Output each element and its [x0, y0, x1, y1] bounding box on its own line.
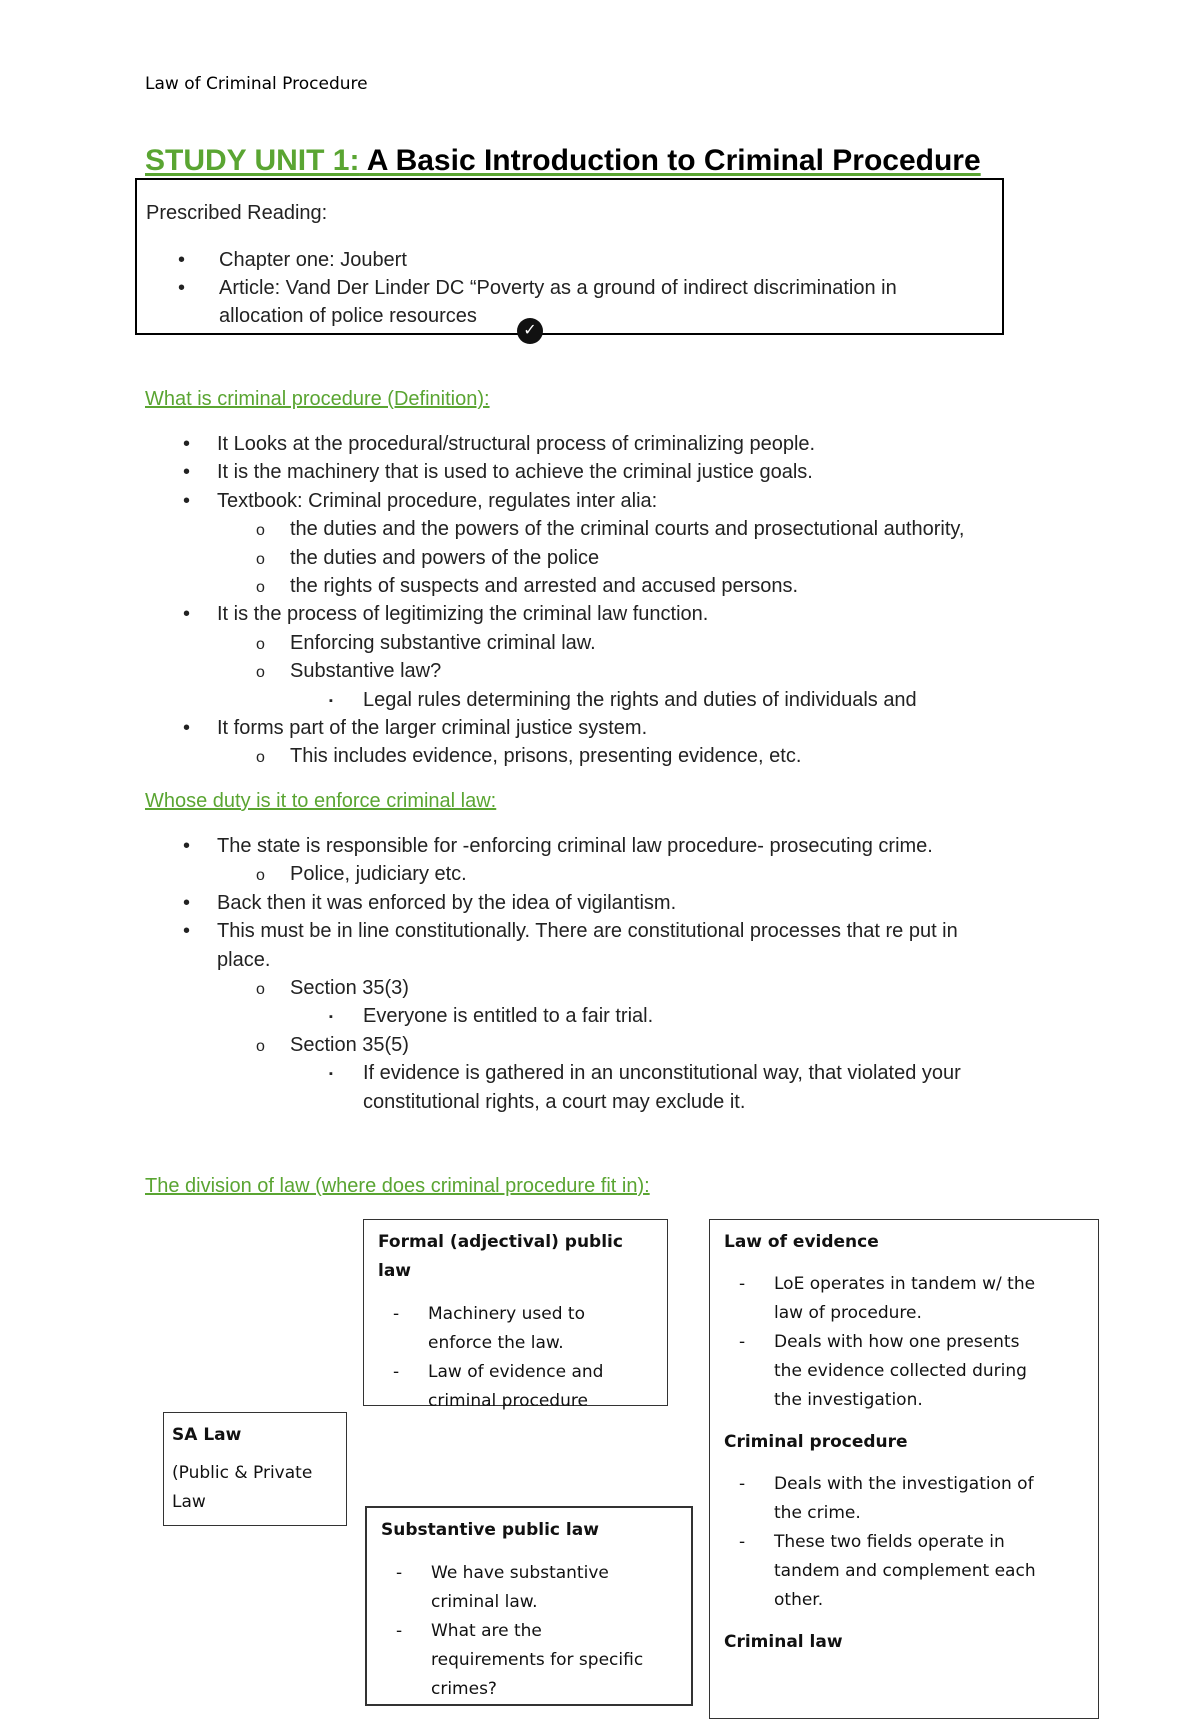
- list-item: - Deals with the investigation of: [739, 1474, 1034, 1494]
- bullet-icon: •: [183, 461, 191, 484]
- list-item: enforce the law.: [428, 1333, 564, 1353]
- list-item: Legal rules determining the rights and duties of individuals and: [363, 688, 917, 711]
- study-unit-label: STUDY UNIT 1:: [145, 144, 360, 177]
- sa-law-line: Law: [172, 1492, 206, 1512]
- square-bullet-icon: ▪: [329, 694, 333, 707]
- list-item: Textbook: Criminal procedure, regulates inter alia:: [217, 489, 658, 512]
- list-item: place.: [217, 948, 271, 971]
- square-bullet-icon: ▪: [329, 1068, 333, 1081]
- list-item: the investigation.: [774, 1390, 923, 1410]
- list-item: - Deals with how one presents: [739, 1332, 1020, 1352]
- circle-bullet-icon: o: [256, 579, 265, 596]
- list-item: - We have substantive: [396, 1563, 609, 1583]
- check-icon: ✓: [517, 318, 543, 344]
- criminal-law-title: Criminal law: [724, 1632, 843, 1652]
- list-item: If evidence is gathered in an unconstitutional way, that violated your: [363, 1062, 961, 1085]
- section-heading-division: The division of law (where does criminal procedure fit in):: [145, 1175, 650, 1197]
- list-item: This must be in line constitutionally. There are constitutional processes that re put in: [217, 920, 958, 943]
- page-title: [145, 144, 981, 178]
- bullet-icon: •: [178, 249, 186, 271]
- list-item: Section 35(3): [290, 977, 409, 999]
- list-item: other.: [774, 1590, 824, 1610]
- list-item: It is the process of legitimizing the criminal law function.: [217, 603, 709, 626]
- list-item: - Law of evidence and: [393, 1362, 604, 1382]
- criminal-procedure-title: Criminal procedure: [724, 1432, 908, 1452]
- list-item: Everyone is entitled to a fair trial.: [363, 1005, 654, 1028]
- reading-item: Chapter one: Joubert: [219, 249, 407, 271]
- circle-bullet-icon: o: [256, 981, 265, 998]
- list-item: It is the machinery that is used to achieve the criminal justice goals.: [217, 461, 813, 484]
- list-item: Back then it was enforced by the idea of vigilantism.: [217, 891, 677, 914]
- section-heading-definition: What is criminal procedure (Definition):: [145, 388, 490, 410]
- bullet-icon: •: [183, 835, 191, 857]
- list-item: It forms part of the larger criminal justice system.: [217, 717, 648, 739]
- list-item: The state is responsible for -enforcing criminal law procedure- prosecuting crime.: [217, 835, 933, 857]
- square-bullet-icon: ▪: [329, 1011, 333, 1024]
- list-item: - LoE operates in tandem w/ the: [739, 1274, 1036, 1294]
- list-item: Police, judiciary etc.: [290, 863, 467, 886]
- bullet-icon: •: [183, 603, 191, 626]
- list-item: the rights of suspects and arrested and accused persons.: [290, 575, 799, 597]
- prescribed-reading-box: [135, 178, 1004, 335]
- formal-public-law-box: [363, 1219, 668, 1411]
- list-item: criminal law.: [431, 1592, 538, 1612]
- list-item: the crime.: [774, 1503, 861, 1523]
- right-column-box: [709, 1219, 1099, 1719]
- list-item: law of procedure.: [774, 1303, 922, 1323]
- reading-item: Article: Vand Der Linder DC “Poverty as a ground of indirect discrimination in: [219, 277, 897, 299]
- formal-title: Formal (adjectival) public law: [378, 1232, 623, 1281]
- sa-law-box: [163, 1412, 347, 1526]
- circle-bullet-icon: o: [256, 635, 265, 653]
- law-of-evidence-title: Law of evidence: [724, 1232, 879, 1252]
- circle-bullet-icon: o: [256, 522, 265, 540]
- list-item: - Machinery used to: [393, 1304, 585, 1324]
- substantive-public-law-box: [365, 1506, 693, 1706]
- bullet-icon: •: [178, 277, 186, 299]
- bullet-icon: •: [183, 433, 191, 455]
- list-item: Enforcing substantive criminal law.: [290, 631, 596, 654]
- list-item: the evidence collected during: [774, 1361, 1027, 1381]
- sa-law-title: SA Law: [172, 1425, 242, 1445]
- list-item: This includes evidence, prisons, presenting evidence, etc.: [290, 745, 802, 768]
- sa-law-line: (Public & Private: [172, 1463, 313, 1483]
- page-header: Law of Criminal Procedure: [145, 74, 368, 94]
- list-item: - These two fields operate in: [739, 1532, 1005, 1552]
- circle-bullet-icon: o: [256, 664, 265, 682]
- list-item: Substantive law?: [290, 660, 442, 683]
- circle-bullet-icon: o: [256, 867, 265, 885]
- substantive-title: Substantive public law: [381, 1520, 599, 1540]
- list-item: tandem and complement each: [774, 1561, 1036, 1581]
- circle-bullet-icon: o: [256, 550, 265, 568]
- list-item: - What are the: [396, 1621, 542, 1641]
- list-item: crimes?: [431, 1679, 497, 1699]
- circle-bullet-icon: o: [256, 1037, 265, 1055]
- bullet-icon: •: [183, 717, 191, 739]
- list-item: requirements for specific: [431, 1650, 644, 1670]
- section-heading-duty: Whose duty is it to enforce criminal law:: [145, 790, 497, 812]
- list-item: It Looks at the procedural/structural process of criminalizing people.: [217, 433, 816, 455]
- prescribed-reading-label: Prescribed Reading:: [146, 202, 328, 224]
- list-item: the duties and powers of the police: [290, 546, 600, 569]
- bullet-icon: •: [183, 489, 191, 512]
- bullet-icon: •: [183, 891, 191, 914]
- reading-item: allocation of police resources: [219, 305, 477, 327]
- list-item: the duties and the powers of the criminal courts and prosectutional authority,: [290, 518, 965, 541]
- circle-bullet-icon: o: [256, 749, 265, 767]
- title-text: A Basic Introduction to Criminal Procedure: [359, 144, 981, 177]
- list-item: Section 35(5): [290, 1033, 409, 1056]
- list-item: criminal procedure: [428, 1391, 588, 1411]
- bullet-icon: •: [183, 920, 191, 943]
- list-item: constitutional rights, a court may exclude it.: [363, 1090, 746, 1113]
